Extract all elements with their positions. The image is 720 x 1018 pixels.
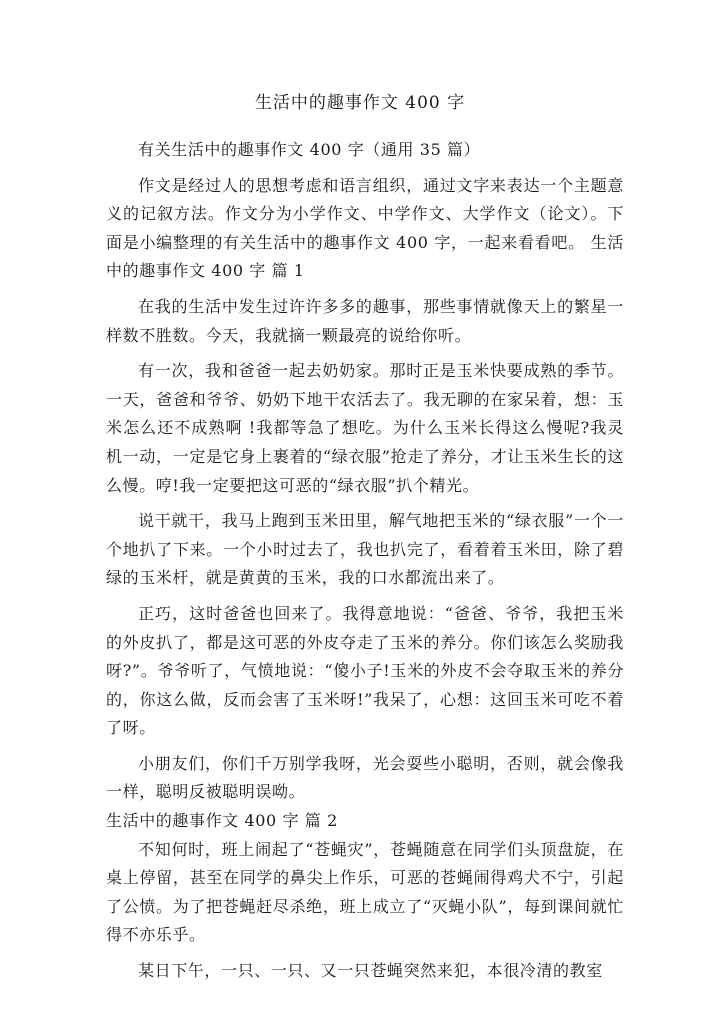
paragraph-intro: 作文是经过人的思想考虑和语言组织，通过文字来表达一个主题意义的记叙方法。作文分为小学作文、中学作文、大学作文（论文）。下面是小编整理的有关生活中的趣事作文 400 字，一起来看看吧。 生活中的趣事作文 400 字 篇 1 [106, 175, 624, 281]
section-heading: 生活中的趣事作文 400 字 篇 2 [106, 811, 338, 831]
paragraph: 某日下午，一只、一只、又一只苍蝇突然来犯，本很冷清的教室 [138, 961, 603, 981]
paragraph: 在我的生活中发生过许许多多的趣事，那些事情就像天上的繁星一样数不胜数。今天，我就摘一颗最亮的说给你听。 [106, 296, 624, 345]
paragraph: 小朋友们，你们千万别学我呀，光会耍些小聪明，否则，就会像我一样，聪明反被聪明误呦。 [106, 753, 624, 802]
paragraph-subtitle: 有关生活中的趣事作文 400 字（通用 35 篇） [138, 140, 481, 159]
paragraph: 说干就干，我马上跑到玉米田里，解气地把玉米的“绿衣服”一个一个地扒了下来。一个小时过去了，我也扒完了，看着着玉米田，除了碧绿的玉米杆，就是黄黄的玉米，我的口水都流出来了。 [106, 511, 624, 588]
document-body [106, 136, 624, 993]
paragraph: 正巧，这时爸爸也回来了。我得意地说：“爸爸、爷爷，我把玉米的外皮扒了，都是这可恶的外皮夺走了玉米的养分。你们该怎么奖励我呀?”。爷爷听了，气愤地说：“傻小子!玉米的外皮不会夺取玉米的养分的，你这么做，反而会害了玉米呀!”我呆了，心想：这回玉米可吃不着了呀。 [106, 603, 624, 738]
document-title: 生活中的趣事作文 400 字 [254, 93, 466, 113]
paragraph: 不知何时，班上闹起了“苍蝇灾”，苍蝇随意在同学们头顶盘旋，在桌上停留，甚至在同学的鼻尖上作乐，可恶的苍蝇闹得鸡犬不宁，引起了公愤。为了把苍蝇赶尽杀绝，班上成立了“灭蝇小队”，每到课间就忙得不亦乐乎。 [106, 839, 624, 945]
paragraph: 有一次，我和爸爸一起去奶奶家。那时正是玉米快要成熟的季节。一天，爸爸和爷爷、奶奶下地干农活去了。我无聊的在家呆着，想：玉米怎么还不成熟啊 !我都等急了想吃。为什么玉米长得这么慢呢?我灵机一动，一定是它身上裹着的“绿衣服”抢走了养分，才让玉米生长的这么慢。哼!我一定要把这可恶的“绿衣服”扒个精光。 [106, 361, 624, 495]
